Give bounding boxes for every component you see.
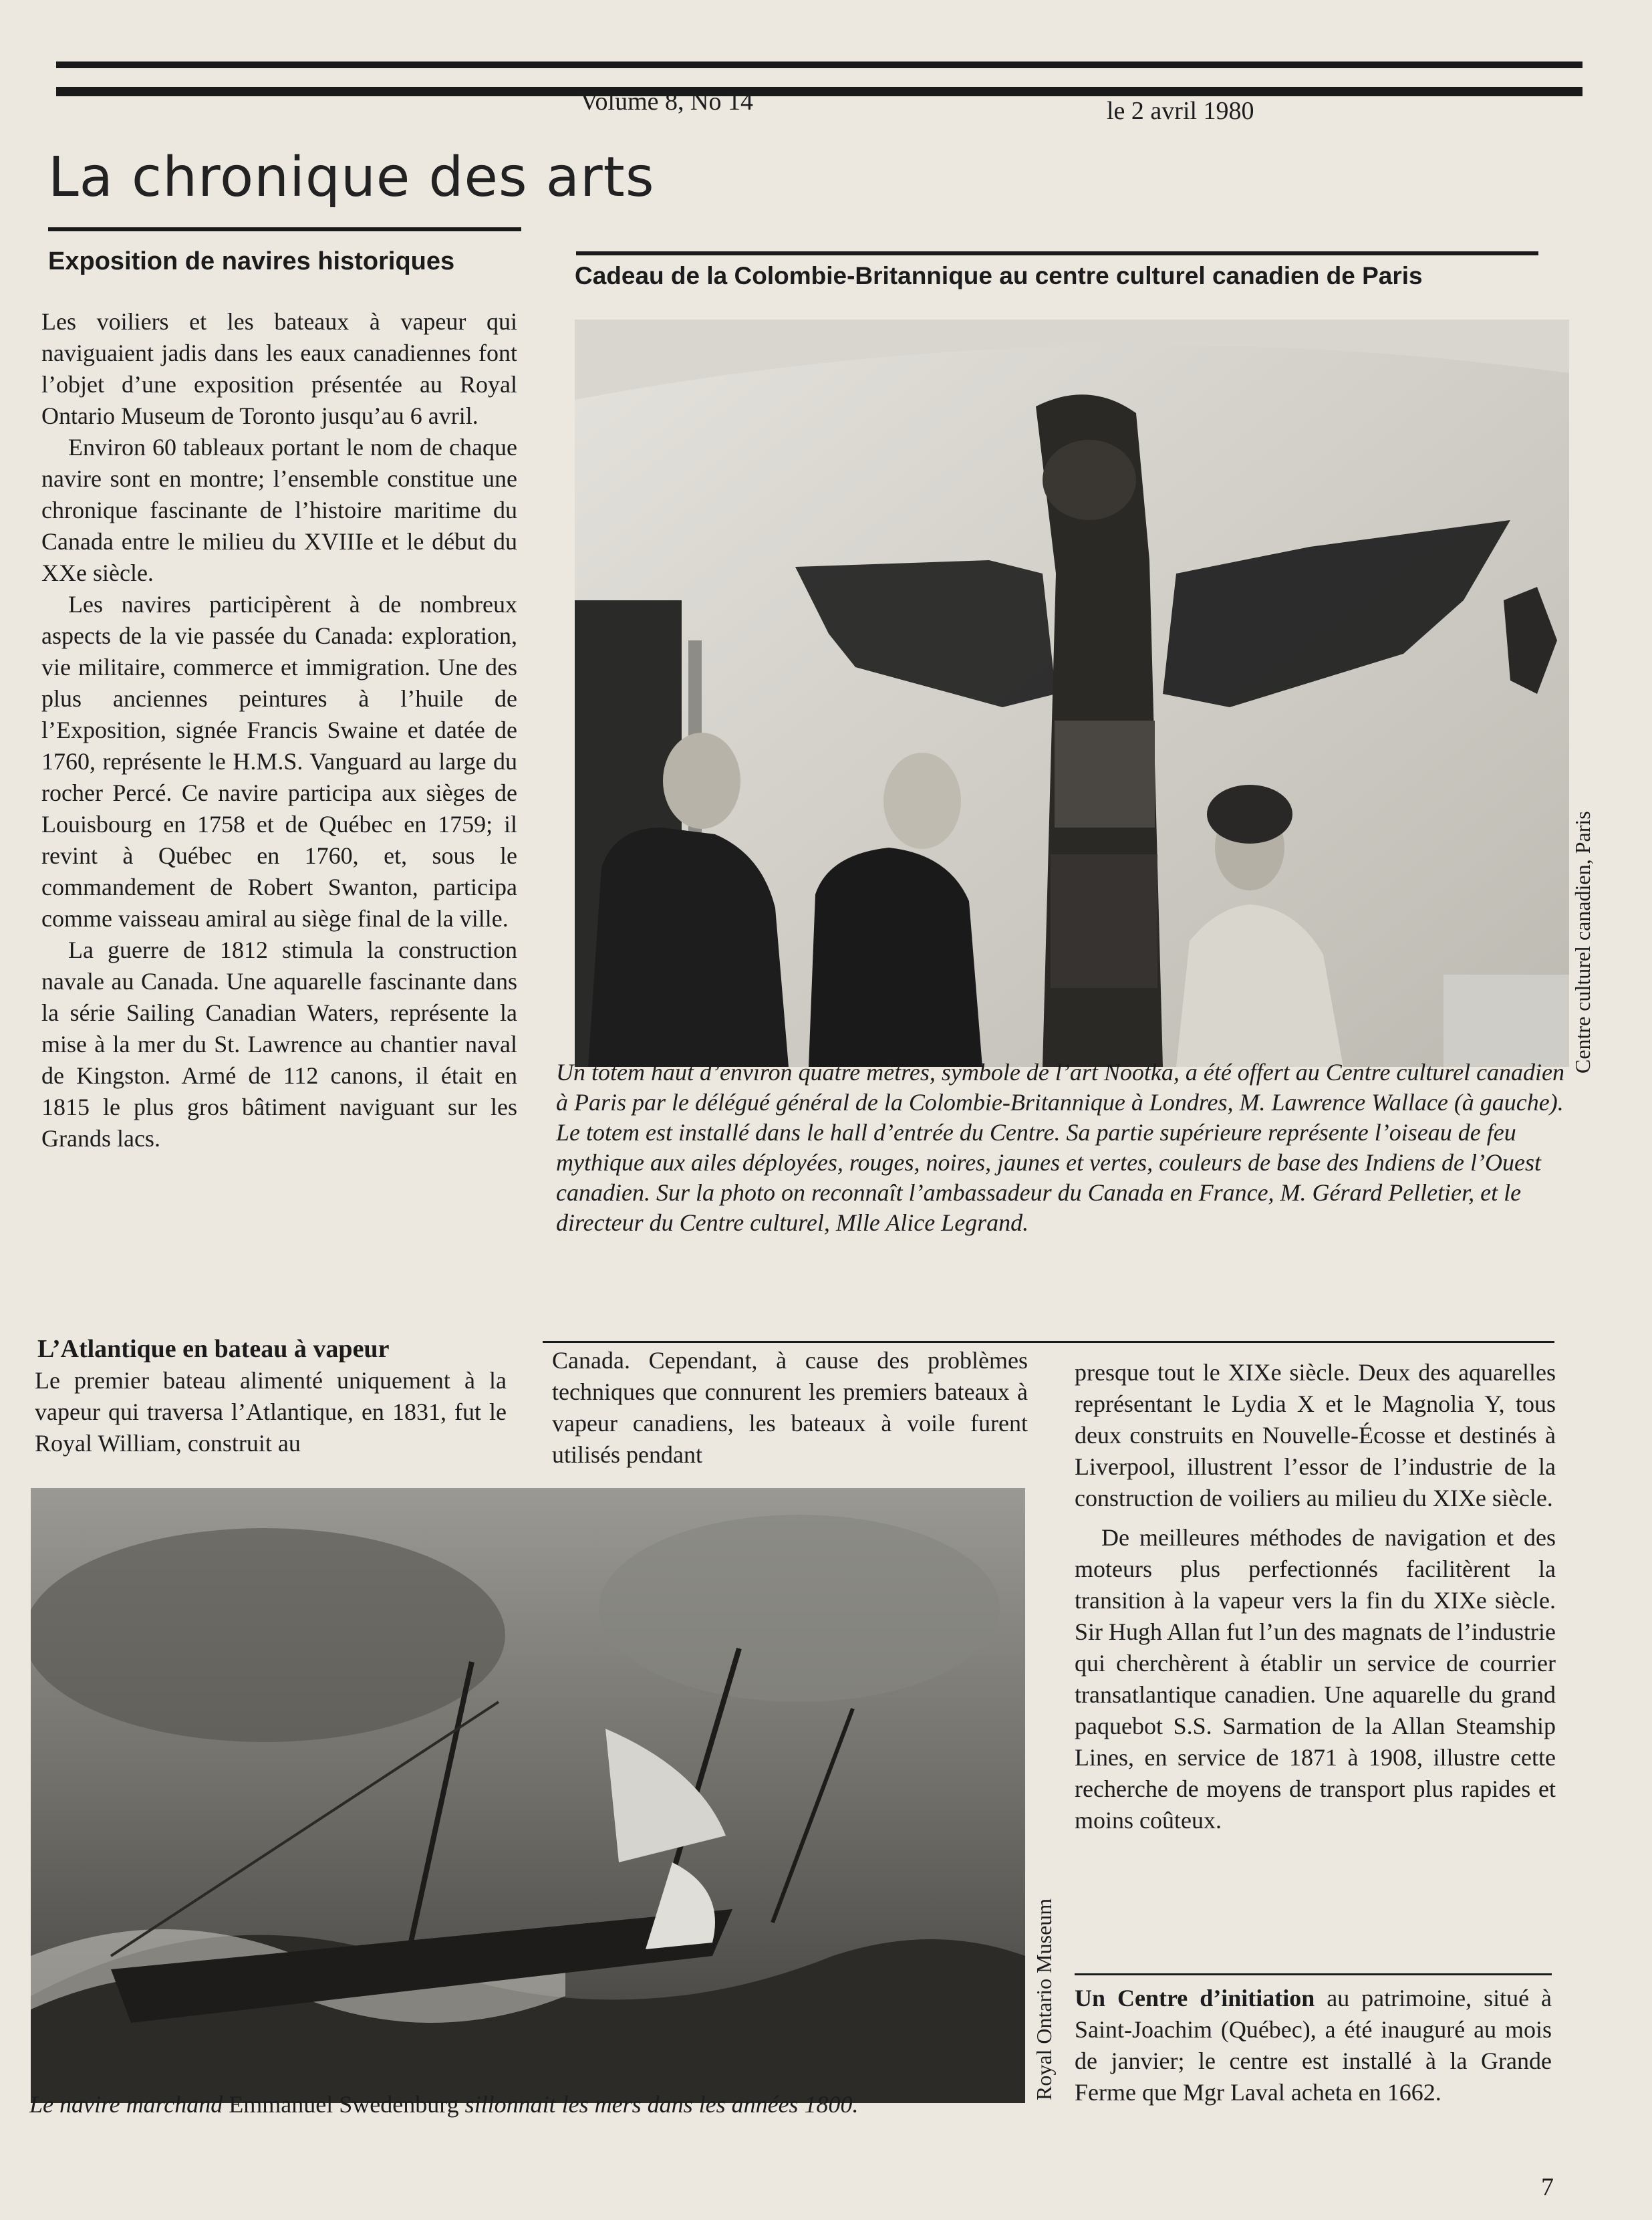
atlantique-rule	[543, 1341, 1554, 1343]
ship-photo-image	[31, 1488, 1025, 2103]
page-number: 7	[1541, 2173, 1554, 2201]
cadeau-title: Cadeau de la Colombie-Britannique au centre culturel canadien de Paris	[575, 262, 1423, 289]
exposition-body	[41, 306, 517, 1154]
ship-photo-credit: Royal Ontario Museum	[1032, 1898, 1056, 2100]
exposition-p2: Environ 60 tableaux portant le nom de chaque navire sont en montre; l’ensemble constitue une chronique fascinante de l’histoire maritime du Canada entre le milieu du XVIIIe et le début du XXe siècle.	[41, 434, 517, 586]
atlantique-p2: Canada. Cependant, à cause des problèmes techniques que connurent les premiers bateaux à vapeur canadiens, les bateaux à voile furent utilisés pendant	[552, 1347, 1028, 1468]
initiation-notice	[1075, 1983, 1552, 2108]
totem-photo-caption: Un totem haut d’environ quatre mètres, symbole de l’art Nootka, a été offert au Centre culturel canadien à Paris par le délégué général de la Colombie-Britannique à Londres, M. Lawrence Wallace (à gauche). Le totem est installé dans le hall d’entrée du Centre. Sa partie supérieure représente l’oiseau de feu mythique aux ailes déployées, rouges, noires, jaunes et vertes, couleurs de base des Indiens de l’Ouest canadien. Sur la photo on reconnaît l’ambassadeur du Canada en France, M. Gérard Pelletier, et le directeur du Centre culturel, Mlle Alice Legrand.	[556, 1059, 1565, 1236]
exposition-rule	[48, 227, 521, 231]
totem-photo	[575, 320, 1569, 1067]
top-rule	[56, 61, 1582, 68]
initiation-paragraph	[1075, 1983, 1552, 2108]
atlantique-p3: presque tout le XIXe siècle. Deux des aquarelles représentant le Lydia X et le Magnolia Y, tous deux construits en Nouvelle-Écosse et destinés à Liverpool, illustrent l’essor de l’industrie de la construction de voiliers au milieu du XIXe siècle.	[1075, 1359, 1556, 1511]
totem-photo-credit: Centre culturel canadien, Paris	[1570, 811, 1595, 1074]
exposition-title: Exposition de navires historiques	[48, 247, 455, 275]
initiation-lead: Un Centre d’initiation	[1075, 1985, 1315, 2011]
ship-caption-c: sillonnait les mers dans les années 1800.	[464, 2091, 859, 2118]
atlantique-p1: Le premier bateau alimenté uniquement à la vapeur qui traversa l’Atlantique, en 1831, fut le Royal William, construit au	[35, 1367, 507, 1457]
atlantique-title: L’Atlantique en bateau à vapeur	[37, 1335, 390, 1363]
atlantique-col1	[35, 1365, 507, 1459]
initiation-rule	[1075, 1973, 1552, 1975]
exposition-p1: Les voiliers et les bateaux à vapeur qui naviguaient jadis dans les eaux canadiennes font l’objet d’une exposition présentée au Royal Ontario Museum de Toronto jusqu’au 6 avril.	[41, 308, 517, 429]
cadeau-rule	[576, 251, 1538, 255]
atlantique-col2	[552, 1345, 1028, 1471]
volume-number: Volume 8, No 14	[580, 88, 753, 116]
exposition-p3: Les navires participèrent à de nombreux aspects de la vie passée du Canada: exploration, vie militaire, commerce et immigration. Une des plus anciennes peintures à l’huile de l’Exposition, signée Francis Swaine et datée de 1760, représente le H.M.S. Vanguard au large du rocher Percé. Ce navire participa aux sièges de Louisbourg en 1758 et de Québec en 1759; il revint à Québec en 1760, et, sous le commandement de Robert Swanton, participa comme vaisseau amiral au siège final de la ville.	[41, 591, 517, 932]
exposition-p4: La guerre de 1812 stimula la construction navale au Canada. Une aquarelle fascinante dans la série Sailing Canadian Waters, représente la mise à la mer du St. Lawrence au chantier naval de Kingston. Armé de 112 canons, il était en 1815 le plus gros bâtiment naviguant sur les Grands lacs.	[41, 937, 517, 1152]
ship-caption-b: Emmanuel Swedenburg	[229, 2091, 459, 2118]
initiation-text: au patrimoine, situé à Saint-Joachim (Québec), a été inauguré au mois de janvier; le centre est installé à la Grande Ferme que Mgr Laval acheta en 1662.	[1075, 1985, 1552, 2106]
ship-caption-a: Le navire marchand	[29, 2091, 223, 2118]
ship-photo-caption	[29, 2090, 1032, 2120]
masthead: La chronique des arts	[48, 146, 655, 209]
totem-photo-image	[575, 320, 1569, 1067]
atlantique-p4: De meilleures méthodes de navigation et des moteurs plus perfectionnés facilitèrent la transition à la vapeur vers la fin du XIXe siècle. Sir Hugh Allan fut l’un des magnats de l’industrie qui cherchèrent à établir un service de courrier transatlantique canadien. Une aquarelle du grand paquebot S.S. Sarmation de la Allan Steamship Lines, en service de 1871 à 1908, illustre cette recherche de moyens de transport plus rapides et moins coûteux.	[1075, 1524, 1556, 1834]
ship-photo	[31, 1488, 1025, 2103]
top-rule-2	[56, 87, 1582, 96]
issue-date: le 2 avril 1980	[1107, 97, 1254, 125]
atlantique-col3	[1075, 1357, 1556, 1836]
